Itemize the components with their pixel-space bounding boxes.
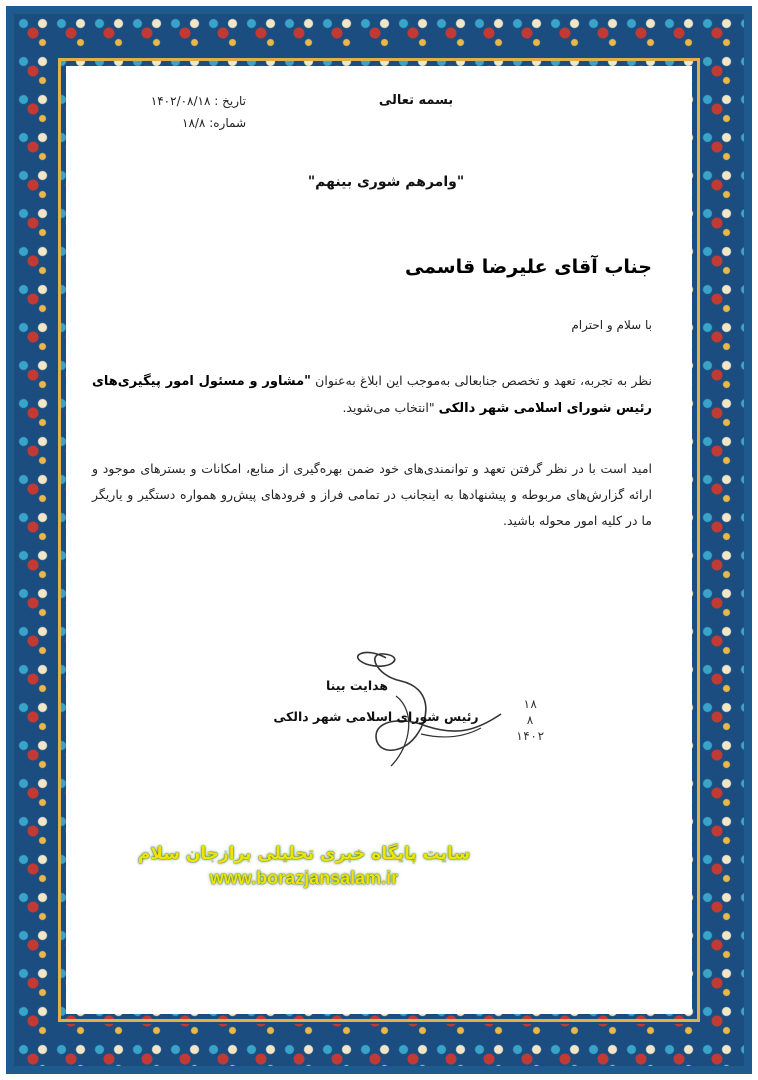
handwritten-month: ۸ (526, 713, 534, 727)
quran-quote: "وامرهم شوری بینهم" (307, 174, 465, 190)
date-value: ۱۴۰۲/۰۸/۱۸ (150, 94, 211, 108)
handwritten-day: ۱۸ (522, 697, 538, 711)
basmala-heading: بسمه تعالی (378, 93, 454, 108)
signer-title: رئیس شورای اسلامی شهر دالکی (273, 709, 479, 724)
handwritten-date (510, 696, 550, 744)
body-paragraph-1 (92, 368, 652, 422)
paragraph-1-role: "مشاور و مسئول امور پیگیری‌های رئیس شورای اسلامی شهر دالکی (92, 374, 652, 416)
paragraph-1-intro: نظر به تجربه، تعهد و تخصص جنابعالی به‌موجب این ابلاغ به‌عنوان (310, 373, 652, 388)
date-line (116, 90, 246, 112)
letter-page (66, 66, 692, 1014)
handwritten-year: ۱۴۰۲ (515, 729, 545, 743)
number-label: شماره: (209, 116, 246, 130)
number-line (116, 112, 246, 134)
watermark-title: سایت پایگاه خبری تحلیلی برازجان سلام (137, 844, 471, 864)
letter-meta (116, 90, 246, 134)
paragraph-1-end: "انتخاب می‌شوید. (342, 400, 439, 415)
addressee-title: جناب آقای علیرضا قاسمی (404, 256, 652, 278)
salutation: با سلام و احترام (571, 318, 652, 332)
number-value: ۱۸/۸ (182, 116, 206, 130)
date-label: تاریخ : (214, 94, 246, 108)
watermark-url: www.borazjansalam.ir (209, 868, 399, 888)
signer-name: هدایت بینا (325, 678, 389, 693)
body-paragraph-2: امید است با در نظر گرفتن تعهد و توانمندی‌های خود ضمن بهره‌گیری از منابع، امکانات و بسترهای موجود و ارائه گزارش‌های مربوطه و پیشنهادها به اینجانب در تمامی فراز و فرودهای پیش‌رو همواره دستگیر و یاریگر ما در کلیه امور محوله باشید. (92, 461, 652, 528)
site-watermark (124, 844, 484, 889)
